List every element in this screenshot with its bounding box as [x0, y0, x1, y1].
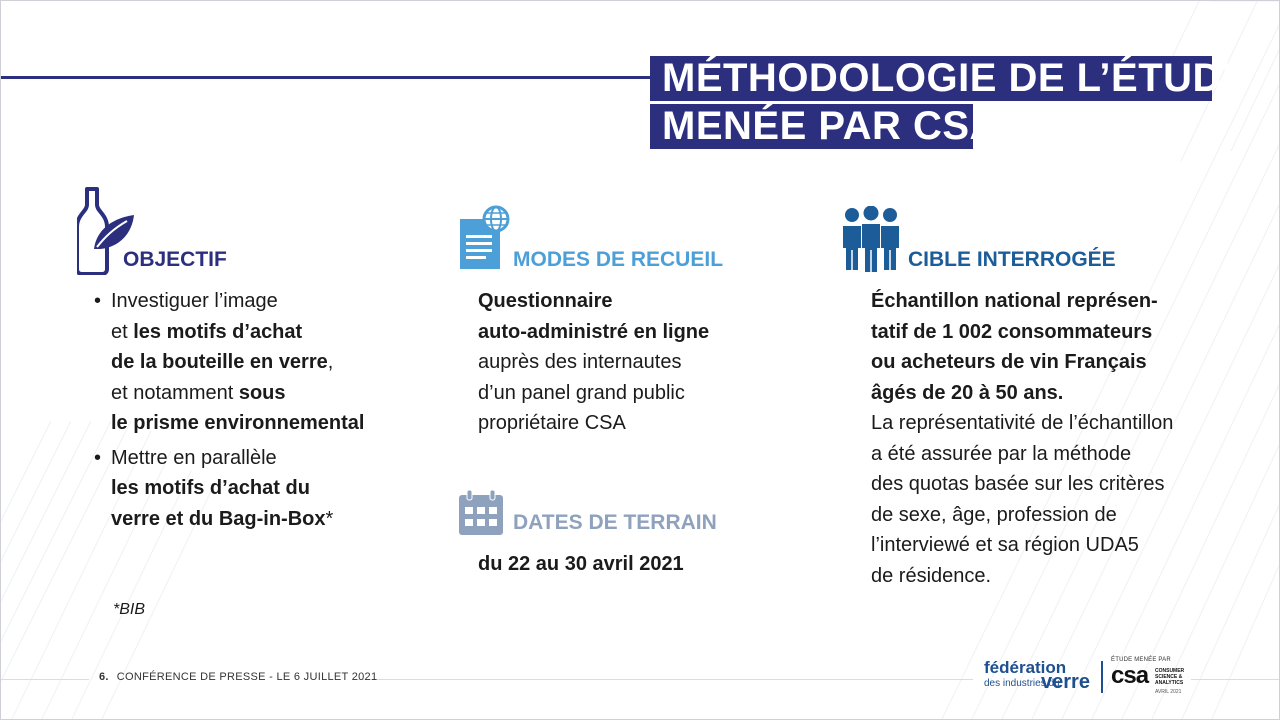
- text-line: l’interviewé et sa région UDA5: [871, 534, 1139, 556]
- people-group-icon: [841, 206, 901, 272]
- page-title-line-1: MÉTHODOLOGIE DE L’ÉTUDE: [650, 56, 1212, 101]
- logo-separator: [1101, 661, 1103, 693]
- text-line: propriétaire CSA: [478, 412, 626, 434]
- text-line: Échantillon national représen-: [871, 290, 1158, 312]
- federation-logo: [984, 659, 1096, 697]
- cible-text: [871, 286, 1231, 591]
- footer-text: [99, 671, 377, 683]
- text-line: tatif de 1 002 consommateurs: [871, 320, 1153, 343]
- objectif-bullet-1: [94, 286, 424, 439]
- csa-logo-name: csa: [1111, 662, 1149, 689]
- text-line: les motifs d’achat du: [111, 477, 310, 499]
- bullet-dot: •: [94, 290, 102, 312]
- page-number: 6.: [99, 671, 109, 683]
- text-line: de la bouteille en verre,: [111, 351, 334, 373]
- federation-logo-line-2: des industries du: [984, 678, 1060, 689]
- text-line: La représentativité de l’échantillon: [871, 412, 1174, 434]
- footnote: *BIB: [113, 601, 146, 618]
- text-line: d’un panel grand public: [478, 381, 685, 404]
- text-line: Mettre en parallèle: [111, 446, 277, 469]
- modes-heading: MODES DE RECUEIL: [513, 248, 724, 271]
- text-line: des quotas basée sur les critères: [871, 473, 1165, 495]
- csa-logo-caption: ÉTUDE MENÉE PAR: [1111, 657, 1171, 663]
- text-line: Questionnaire: [478, 290, 613, 312]
- footer-rule-middle: [353, 679, 973, 680]
- objectif-bullet-2: [94, 443, 424, 535]
- footer-rule-right: [1191, 679, 1280, 680]
- text-line: ou acheteurs de vin Français: [871, 351, 1147, 373]
- cible-heading: CIBLE INTERROGÉE: [908, 248, 1116, 271]
- text-line: a été assurée par la méthode: [871, 442, 1132, 465]
- objectif-text: [94, 286, 424, 534]
- text-line: et notamment sous: [111, 381, 286, 404]
- document-globe-icon: [456, 205, 514, 275]
- title-rule: [1, 76, 661, 79]
- text-line: auto-administré en ligne: [478, 320, 710, 343]
- footer-caption: CONFÉRENCE DE PRESSE - LE 6 JUILLET 2021: [116, 671, 378, 683]
- modes-text: [478, 286, 778, 439]
- text-line: âgés de 20 à 50 ans.: [871, 381, 1064, 404]
- text-line: de résidence.: [871, 564, 992, 587]
- federation-logo-line-1: fédération: [984, 658, 1067, 677]
- csa-logo-tagline: CONSUMER SCIENCE & ANALYTICS: [1155, 668, 1185, 686]
- objectif-heading: OBJECTIF: [123, 248, 227, 271]
- text-line: et les motifs d’achat: [111, 320, 303, 343]
- text-line: verre et du Bag-in-Box*: [111, 507, 334, 530]
- footer-rule-left: [1, 679, 89, 680]
- text-line: du 22 au 30 avril 2021: [478, 553, 684, 575]
- page-title-line-2: MENÉE PAR CSA: [650, 104, 973, 149]
- dates-heading: DATES DE TERRAIN: [513, 511, 717, 534]
- csa-logo-date: AVRIL 2021: [1155, 689, 1182, 695]
- text-line: de sexe, âge, profession de: [871, 503, 1117, 526]
- text-line: le prisme environnemental: [111, 412, 365, 434]
- csa-logo: [1111, 657, 1186, 697]
- text-line: Investiguer l’image: [111, 290, 278, 312]
- calendar-icon: [457, 489, 505, 537]
- text-line: auprès des internautes: [478, 351, 682, 373]
- federation-logo-line-3: verre: [1041, 671, 1090, 693]
- dates-text: [478, 549, 778, 580]
- bullet-dot: •: [94, 446, 102, 469]
